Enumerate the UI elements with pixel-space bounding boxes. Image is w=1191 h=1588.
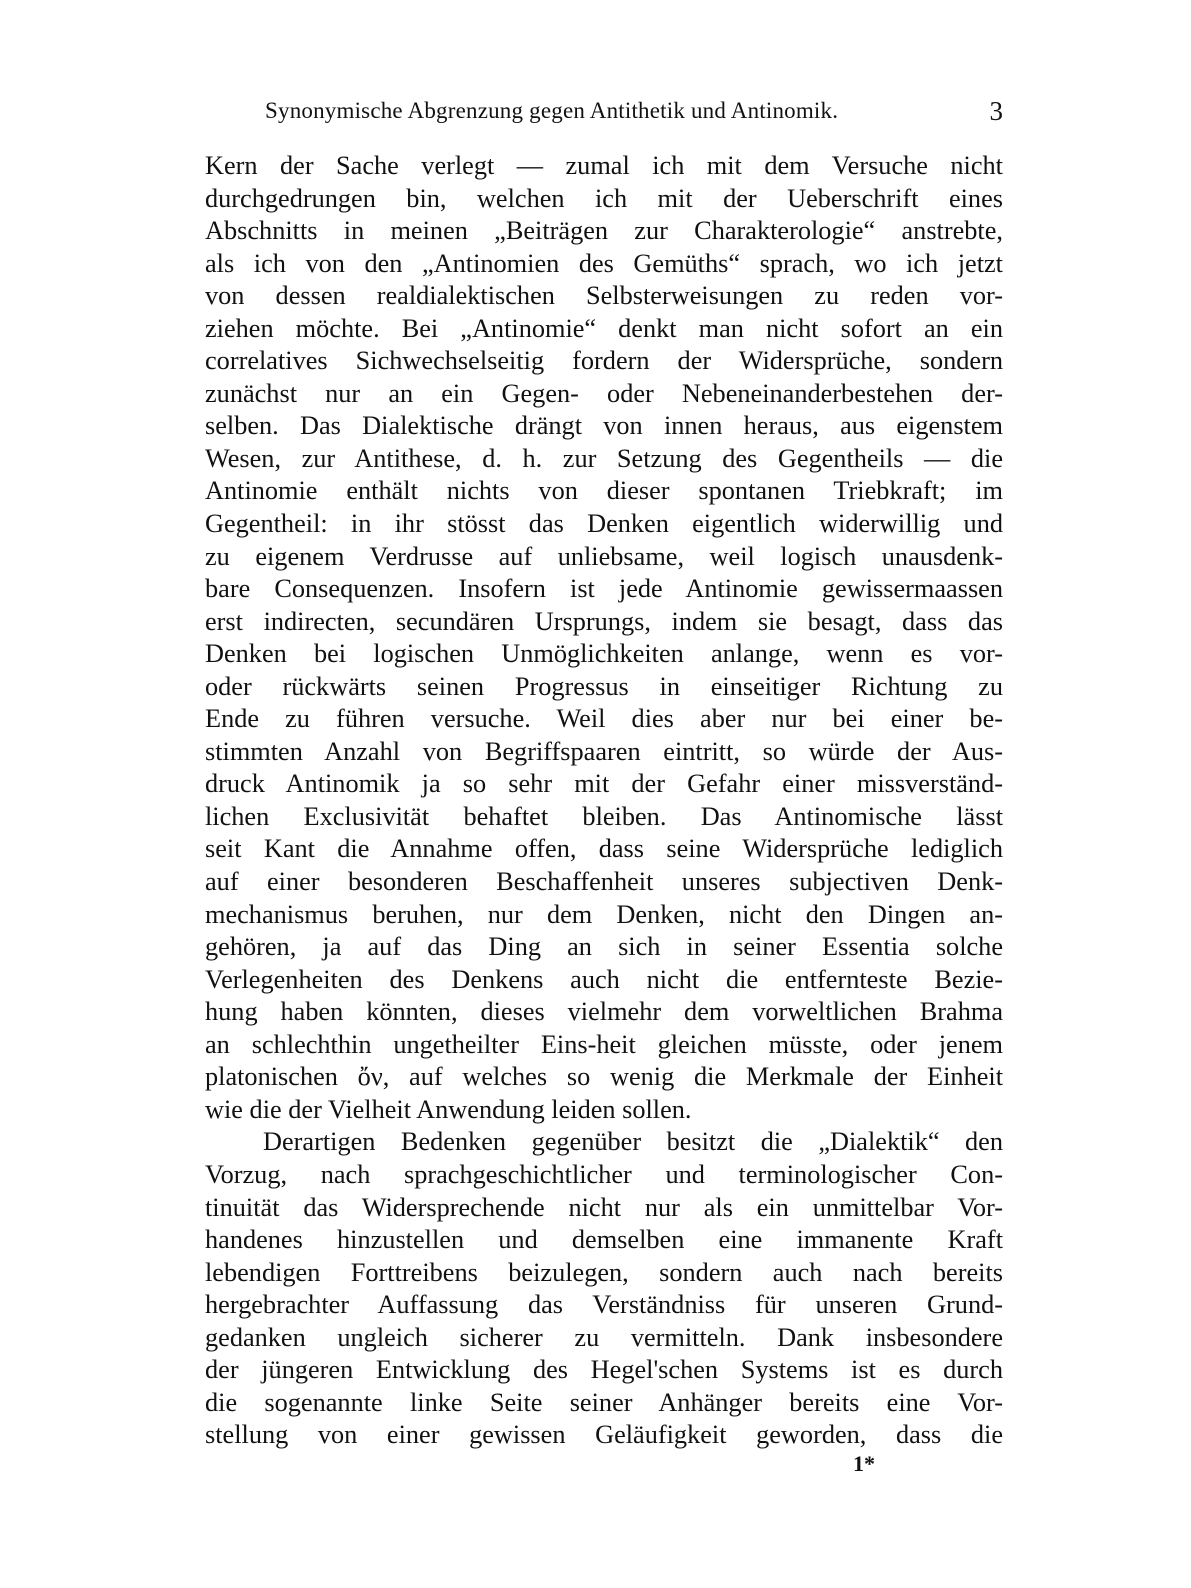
text-line: Abschnitts in meinen „Beiträgen zur Charakterologie“ anstrebte,	[205, 216, 1003, 246]
signature-mark: 1*	[853, 1451, 875, 1476]
text-line: Wesen, zur Antithese, d. h. zur Setzung des Gegentheils — die	[205, 443, 1003, 473]
text-line: bare Consequenzen. Insofern ist jede Antinomie gewissermaassen	[205, 574, 1003, 604]
running-head	[265, 98, 1003, 134]
paragraph-end-line: wie die der Vielheit Anwendung leiden sollen.	[205, 1094, 692, 1124]
text-line: auf einer besonderen Beschaffenheit unseres subjectiven Denk-	[205, 867, 1003, 897]
text-line: von dessen realdialektischen Selbsterweisungen zu reden vor-	[205, 281, 1003, 311]
text-line: an schlechthin ungetheilter Eins-heit gleichen müsste, oder jenem	[205, 1029, 1003, 1059]
text-line: durchgedrungen bin, welchen ich mit der Ueberschrift eines	[205, 183, 1003, 213]
text-line: seit Kant die Annahme offen, dass seine Widersprüche lediglich	[205, 834, 1003, 864]
text-line: oder rückwärts seinen Progressus in einseitiger Richtung zu	[205, 671, 1003, 701]
text-line: stimmten Anzahl von Begriffspaaren eintritt, so würde der Aus-	[205, 736, 1003, 766]
text-line: mechanismus beruhen, nur dem Denken, nicht den Dingen an-	[205, 899, 1003, 929]
paragraph-start-line: Derartigen Bedenken gegenüber besitzt die „Dialektik“ den	[263, 1127, 1003, 1157]
text-line: gedanken ungleich sicherer zu vermitteln. Dank insbesondere	[205, 1322, 1003, 1352]
text-line: druck Antinomik ja so sehr mit der Gefahr einer missverständ-	[205, 769, 1003, 799]
text-line: Kern der Sache verlegt — zumal ich mit dem Versuche nicht	[205, 151, 1003, 180]
text-line: Vorzug, nach sprachgeschichtlicher und terminologischer Con-	[205, 1159, 1003, 1189]
text-line: Gegentheil: in ihr stösst das Denken eigentlich widerwillig und	[205, 509, 1003, 539]
text-line: lichen Exclusivität behaftet bleiben. Das Antinomische lässt	[205, 801, 1003, 831]
text-line: Antinomie enthält nichts von dieser spontanen Triebkraft; im	[205, 476, 1003, 506]
text-line: Denken bei logischen Unmöglichkeiten anlange, wenn es vor-	[205, 639, 1003, 669]
text-line: handenes hinzustellen und demselben eine immanente Kraft	[205, 1225, 1003, 1255]
text-line: zunächst nur an ein Gegen- oder Nebeneinanderbestehen der-	[205, 378, 1003, 408]
text-line: Verlegenheiten des Denkens auch nicht die entfernteste Bezie-	[205, 964, 1003, 994]
text-line: Ende zu führen versuche. Weil dies aber nur bei einer be-	[205, 704, 1003, 734]
text-line: zu eigenem Verdrusse auf unliebsame, weil logisch unausdenk-	[205, 541, 1003, 571]
text-line: tinuität das Widersprechende nicht nur als ein unmittelbar Vor-	[205, 1192, 1003, 1222]
text-line: lebendigen Forttreibens beizulegen, sondern auch nach bereits	[205, 1257, 1003, 1287]
text-line: selben. Das Dialektische drängt von innen heraus, aus eigenstem	[205, 411, 1003, 441]
text-line: ziehen möchte. Bei „Antinomie“ denkt man nicht sofort an ein	[205, 313, 1003, 343]
text-line: die sogenannte linke Seite seiner Anhänger bereits eine Vor-	[205, 1387, 1003, 1417]
text-line: gehören, ja auf das Ding an sich in seiner Essentia solche	[205, 932, 1003, 962]
text-line: der jüngeren Entwicklung des Hegel'schen Systems ist es durch	[205, 1355, 1003, 1385]
text-line: hung haben könnten, dieses vielmehr dem vorweltlichen Brahma	[205, 997, 1003, 1027]
text-line: erst indirecten, secundären Ursprungs, indem sie besagt, dass das	[205, 606, 1003, 636]
text-line: hergebrachter Auffassung das Verständniss für unseren Grund-	[205, 1290, 1003, 1320]
text-line: platonischen ὄν, auf welches so wenig die Merkmale der Einheit	[205, 1062, 1003, 1092]
text-line: stellung von einer gewissen Geläufigkeit geworden, dass die	[205, 1420, 1003, 1450]
page-number: 3	[989, 96, 1003, 126]
text-line: correlatives Sichwechselseitig fordern der Widersprüche, sondern	[205, 346, 1003, 376]
body-text	[205, 150, 1003, 1452]
running-title: Synonymische Abgrenzung gegen Antithetik und Antinomik.	[265, 98, 839, 123]
text-line: als ich von den „Antinomien des Gemüths“ sprach, wo ich jetzt	[205, 248, 1003, 278]
